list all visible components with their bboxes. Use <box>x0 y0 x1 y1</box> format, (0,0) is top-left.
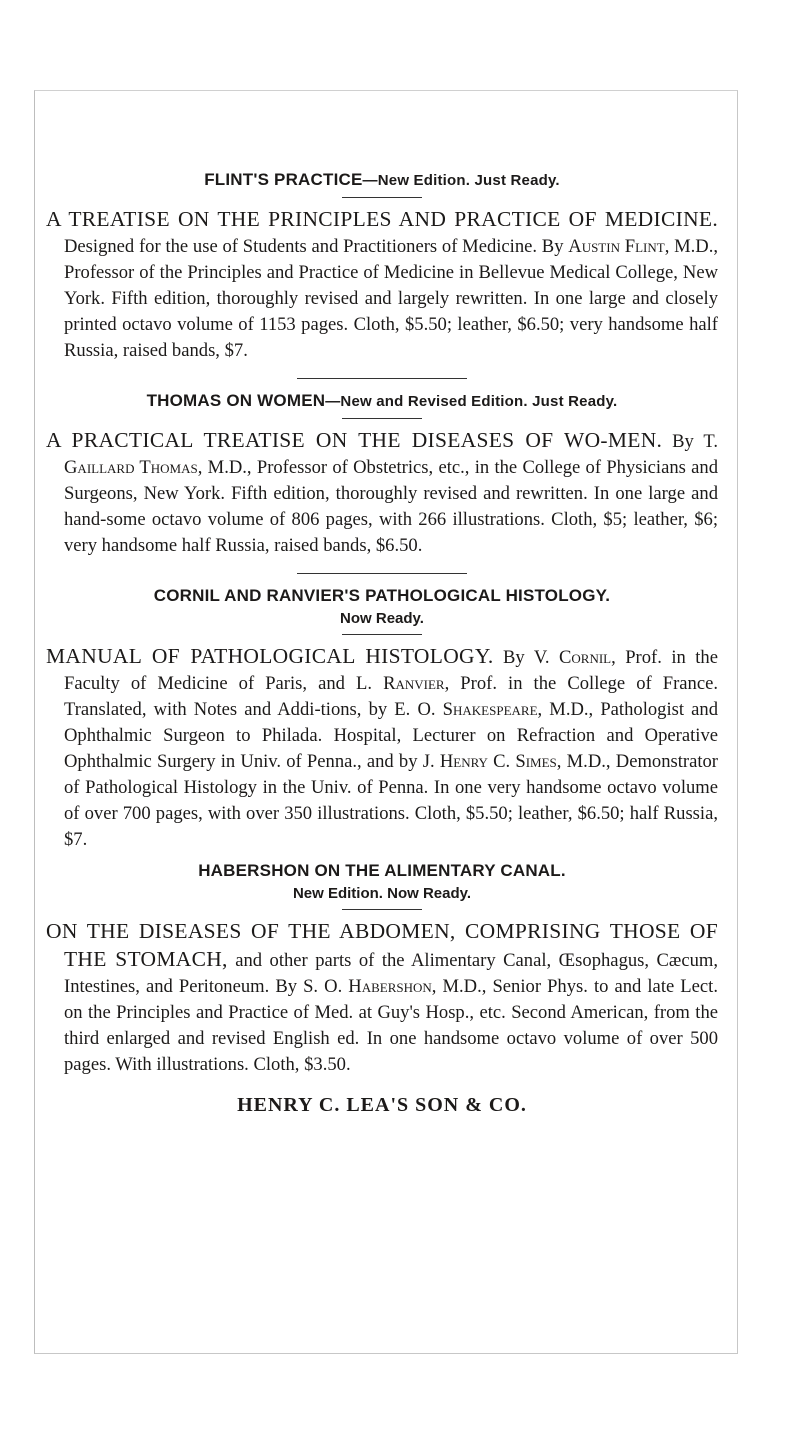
flint-entry <box>46 206 718 364</box>
thomas-heading-sub: —New and Revised Edition. Just Ready. <box>325 393 618 410</box>
thomas-entry <box>46 427 718 559</box>
thomas-rule <box>342 418 422 419</box>
cornil-author-2: Ranvier <box>383 673 445 694</box>
habershon-text-1: and other parts of the Alimentary Canal, Œsophagus, Cæcum, Intestines, and Peritoneum. By S. O. <box>64 950 718 997</box>
cornil-author-4: Henry C. Simes <box>439 751 557 772</box>
flint-rule <box>342 197 422 198</box>
cornil-text-1: By V. <box>493 647 559 668</box>
flint-heading-sub: —New Edition. Just Ready. <box>362 172 560 189</box>
cornil-rule <box>342 634 422 635</box>
thomas-text-2: , M.D., Professor of Obstetrics, etc., in the College of Physicians and Surgeons, New York. Fifth edition, thoroughly revised and rewritten. In one large and hand-some octavo volume of 806 pages, with 266 illustrations. Cloth, $5; leather, $6; very handsome half Russia, raised bands, $6.50. <box>64 457 718 556</box>
advertisement-page <box>46 168 718 1137</box>
cornil-text-5: , M.D., Demonstrator of Pathological Histology in the Univ. of Penna. In one very handsome octavo volume of over 700 pages, with over 350 illustrations. Cloth, $5.50; leather, $6.50; half Russia, $7. <box>64 751 719 850</box>
thomas-author: Gaillard Thomas <box>64 457 198 478</box>
thomas-heading <box>46 389 718 414</box>
habershon-subheading: New Edition. Now Ready. <box>292 885 472 902</box>
flint-text-2: , M.D., Professor of the Principles and Practice of Medicine in Bellevue Medical College, New York. Fifth edition, thoroughly revised and largely rewritten. In one large and closely printed octavo volume of 1153 pages. Cloth, $5.50; leather, $6.50; very handsome half Russia, raised bands, $7. <box>64 236 719 361</box>
cornil-heading: CORNIL AND RANVIER'S PATHOLOGICAL HISTOLOGY. <box>153 586 611 605</box>
cornil-title: MANUAL OF PATHOLOGICAL HISTOLOGY. <box>46 644 494 668</box>
cornil-entry <box>46 643 718 853</box>
thomas-title: A PRACTICAL TREATISE ON THE DISEASES OF WO-MEN. <box>46 428 663 452</box>
cornil-author-1: Cornil <box>558 647 612 668</box>
cornil-section <box>46 584 718 853</box>
flint-heading <box>46 168 718 193</box>
publisher-imprint: HENRY C. LEA'S SON & CO. <box>237 1094 527 1116</box>
section-divider <box>297 573 467 574</box>
habershon-section <box>46 859 718 1078</box>
habershon-heading: HABERSHON ON THE ALIMENTARY CANAL. <box>198 861 566 880</box>
thomas-heading-main: THOMAS ON WOMEN <box>146 391 326 410</box>
flint-section <box>46 168 718 364</box>
flint-text-1: Designed for the use of Students and Practitioners of Medicine. By <box>64 236 569 257</box>
flint-author: Austin Flint <box>568 236 665 257</box>
habershon-text-2: , M.D., Senior Phys. to and late Lect. on the Principles and Practice of Med. at Guy's Hosp., etc. Second American, from the third enlarged and revised English ed. In one handsome octavo volume of over 500 pages. With illustrations. Cloth, $3.50. <box>64 976 718 1075</box>
flint-heading-main: FLINT'S PRACTICE <box>204 170 363 189</box>
habershon-title: ON THE DISEASES OF THE ABDOMEN, COMPRISING THOSE OF THE STOMACH, <box>46 919 718 971</box>
habershon-author: Habershon <box>348 976 432 997</box>
cornil-subheading: Now Ready. <box>340 610 424 627</box>
cornil-text-4: , M.D., Pathologist and Ophthalmic Surgeon to Philada. Hospital, Lecturer on Refraction and Operative Ophthalmic Surgery in Univ. of Penna., and by J. <box>64 699 718 772</box>
cornil-author-3: Shakespeare <box>442 699 538 720</box>
thomas-text-1: By T. <box>662 431 718 452</box>
thomas-section <box>46 389 718 559</box>
section-divider <box>297 378 467 379</box>
habershon-entry <box>46 918 718 1078</box>
cornil-text-3: , Prof. in the College of France. Translated, with Notes and Addi-tions, by E. O. <box>64 673 718 720</box>
flint-title: A TREATISE ON THE PRINCIPLES AND PRACTICE OF MEDICINE. <box>46 207 718 231</box>
habershon-rule <box>342 909 422 910</box>
cornil-text-2: , Prof. in the Faculty of Medicine of Paris, and L. <box>64 647 718 694</box>
